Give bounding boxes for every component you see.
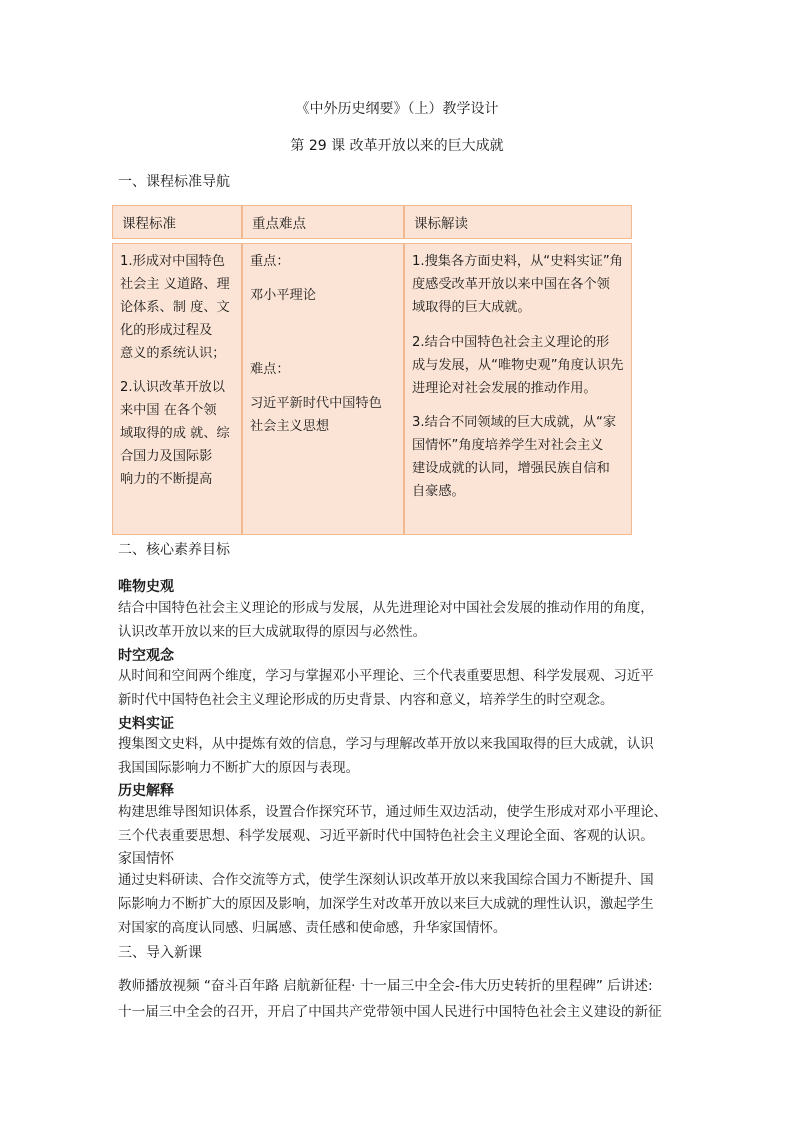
text-line: 2.认识改革开放以 xyxy=(120,380,225,395)
header-key-points: 重点难点 xyxy=(252,216,306,232)
text-line: 从时间和空间两个维度，学习与掌握邓小平理论、三个代表重要思想、科学发展观、习近平 xyxy=(118,669,654,684)
text-line: 我国国际影响力不断扩大的原因与表现。 xyxy=(118,761,360,776)
table-header-cell xyxy=(242,205,404,239)
interpretation-2 xyxy=(412,331,623,400)
text-line: 2.结合中国特色社会主义理论的形 xyxy=(412,335,610,350)
goal-text xyxy=(118,665,684,713)
text-line: 教师播放视频 “奋斗百年路 启航新征程· 十一届三中全会-伟大历史转折的里程碑” 后讲述: xyxy=(118,978,653,994)
header-interpretation: 课标解读 xyxy=(414,216,468,232)
text-line: 1.形成对中国特色 xyxy=(120,254,225,269)
text-line: 社会主义思想 xyxy=(250,419,330,434)
goal-title: 唯物史观 xyxy=(118,579,174,595)
text-line: 国情怀”角度培养学生对社会主义 xyxy=(412,438,604,453)
goal-title: 历史解释 xyxy=(118,783,174,799)
standard-2 xyxy=(120,376,230,491)
interpretation-3 xyxy=(412,411,616,503)
key-point-value: 邓小平理论 xyxy=(250,288,316,303)
text-line: 社会主 义道路、理 xyxy=(120,277,230,292)
text-line: 成与发展，从“唯物史观”角度认识先 xyxy=(412,358,624,373)
text-line: 3.结合不同领域的巨大成就，从“家 xyxy=(412,415,617,430)
intro-paragraph xyxy=(118,973,688,1025)
table-header-cell xyxy=(112,205,242,239)
text-line: 习近平新时代中国特色 xyxy=(250,396,382,411)
standard-1 xyxy=(120,250,230,365)
text-line: 构建思维导图知识体系，设置合作探究环节，通过师生双边活动，使学生形成对邓小平理论、 xyxy=(118,805,668,820)
goal-title: 家国情怀 xyxy=(118,851,174,867)
text-line: 际影响力不断扩大的原因及影响，加深学生对改革开放以来巨大成就的理性认识，激起学生 xyxy=(118,897,654,912)
text-line: 域取得的巨大成就。 xyxy=(412,300,531,315)
text-line: 合国力及国际影 xyxy=(120,449,213,464)
text-line: 进理论对社会发展的推动作用。 xyxy=(412,381,597,396)
difficulty-label: 难点： xyxy=(250,362,290,377)
text-line: 三个代表重要思想、科学发展观、习近平新时代中国特色社会主义理论全面、客观的认识。 xyxy=(118,829,654,844)
key-point-label: 重点： xyxy=(250,254,290,269)
section-heading-standards: 一、课程标准导航 xyxy=(118,174,230,190)
text-line: 来中国 在各个领 xyxy=(120,403,217,418)
text-line: 搜集图文史料，从中提炼有效的信息，学习与理解改革开放以来我国取得的巨大成就，认识 xyxy=(118,737,654,752)
goal-text xyxy=(118,801,684,849)
text-line: 度感受改革开放以来中国在各个领 xyxy=(412,277,610,292)
interpretation-1 xyxy=(412,250,623,319)
table-header-cell xyxy=(404,205,632,239)
table-body-cell xyxy=(242,243,404,535)
text-line: 1.搜集各方面史料，从“史料实证”角 xyxy=(412,254,623,269)
lesson-title: 第 29 课 改革开放以来的巨大成就 xyxy=(290,138,504,154)
text-line: 新时代中国特色社会主义理论形成的历史背景、内容和意义，培养学生的时空观念。 xyxy=(118,693,614,708)
goal-text xyxy=(118,597,684,645)
goal-text xyxy=(118,869,684,941)
goal-title: 史料实证 xyxy=(118,716,174,732)
text-line: 意义的系统认识； xyxy=(120,346,226,361)
table-body-cell xyxy=(112,243,242,535)
table-body-cell xyxy=(404,243,632,535)
text-line: 十一届三中全会的召开，开启了中国共产党带领中国人民进行中国特色社会主义建设的新征 xyxy=(118,1004,662,1020)
section-heading-core-goals: 二、核心素养目标 xyxy=(118,542,230,558)
header-standards: 课程标准 xyxy=(122,216,176,232)
text-line: 认识改革开放以来的巨大成就取得的原因与必然性。 xyxy=(118,625,426,640)
standards-table xyxy=(112,205,632,535)
section-heading-intro: 三、导入新课 xyxy=(118,945,202,961)
text-line: 响力的不断提高 xyxy=(120,472,213,487)
text-line: 通过史料研读、合作交流等方式，使学生深刻认识改革开放以来我国综合国力不断提升、国 xyxy=(118,873,654,888)
text-line: 结合中国特色社会主义理论的形成与发展，从先进理论对中国社会发展的推动作用的角度， xyxy=(118,601,654,616)
text-line: 自豪感。 xyxy=(412,484,465,499)
difficulty-value xyxy=(250,392,382,438)
text-line: 对国家的高度认同感、归属感、责任感和使命感，升华家国情怀。 xyxy=(118,921,507,936)
text-line: 论体系、制 度、文 xyxy=(120,300,230,315)
text-line: 建设成就的认同，增强民族自信和 xyxy=(412,461,610,476)
goal-title: 时空观念 xyxy=(118,648,174,664)
text-line: 域取得的成 就、综 xyxy=(120,426,230,441)
goal-text xyxy=(118,733,684,781)
document-title: 《中外历史纲要》（上）教学设计 xyxy=(295,101,499,117)
text-line: 化的形成过程及 xyxy=(120,323,213,338)
